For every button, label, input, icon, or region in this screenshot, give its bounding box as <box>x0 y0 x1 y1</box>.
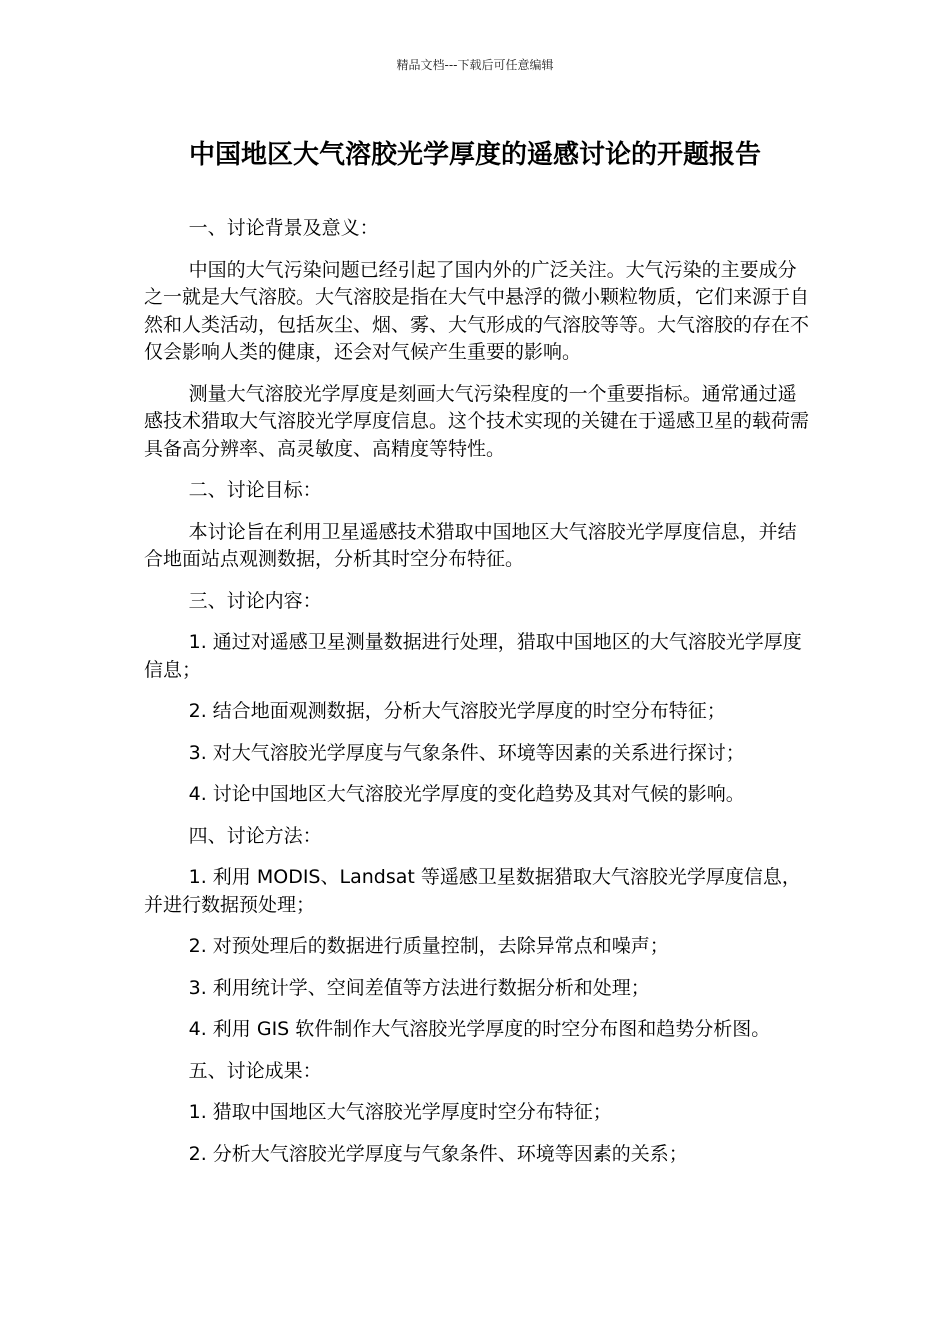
list-item: 1. 利用 MODIS、Landsat 等遥感卫星数据猎取大气溶胶光学厚度信息，并进行数据预处理； <box>144 866 801 916</box>
section-heading-goals: 二、讨论目标： <box>188 479 322 501</box>
paragraph-background: 中国的大气污染问题已经引起了国内外的广泛关注。大气污染的主要成分之一就是大气溶胶。大气溶胶是指在大气中悬浮的微小颗粒物质，它们来源于自然和人类活动，包括灰尘、烟、雾、大气形成的气溶胶等等。大气溶胶的存在不仅会影响人类的健康，还会对气候产生重要的影响。 <box>144 258 810 363</box>
list-item: 1. 通过对遥感卫星测量数据进行处理，猎取中国地区的大气溶胶光学厚度信息； <box>144 631 802 681</box>
list-item: 1. 猎取中国地区大气溶胶光学厚度时空分布特征； <box>188 1101 612 1123</box>
section-heading-results: 五、讨论成果： <box>188 1059 322 1082</box>
list-item: 4. 利用 GIS 软件制作大气溶胶光学厚度的时空分布图和趋势分析图。 <box>188 1018 771 1040</box>
list-item: 2. 对预处理后的数据进行质量控制，去除异常点和噪声； <box>188 935 669 957</box>
list-item: 2. 结合地面观测数据，分析大气溶胶光学厚度的时空分布特征； <box>188 700 726 722</box>
section-heading-content: 三、讨论内容： <box>188 589 322 612</box>
list-item: 3. 利用统计学、空间差值等方法进行数据分析和处理； <box>188 976 650 999</box>
paragraph-goals: 本讨论旨在利用卫星遥感技术猎取中国地区大气溶胶光学厚度信息，并结合地面站点观测数据，分析其时空分布特征。 <box>144 520 797 570</box>
document-body <box>144 215 814 1182</box>
list-item: 3. 对大气溶胶光学厚度与气象条件、环境等因素的关系进行探讨； <box>188 741 745 764</box>
paragraph-measurement: 测量大气溶胶光学厚度是刻画大气污染程度的一个重要指标。通常通过遥感技术猎取大气溶胶光学厚度信息。这个技术实现的关键在于遥感卫星的载荷需具备高分辨率、高灵敏度、高精度等特性。 <box>144 382 810 460</box>
section-heading-background: 一、讨论背景及意义： <box>188 217 379 239</box>
list-item: 2. 分析大气溶胶光学厚度与气象条件、环境等因素的关系； <box>188 1142 688 1165</box>
list-item: 4. 讨论中国地区大气溶胶光学厚度的变化趋势及其对气候的影响。 <box>188 783 745 805</box>
header-note: 精品文档---下载后可任意编辑 <box>396 58 554 72</box>
document-title: 中国地区大气溶胶光学厚度的遥感讨论的开题报告 <box>188 140 761 170</box>
section-heading-methods: 四、讨论方法： <box>188 824 322 847</box>
